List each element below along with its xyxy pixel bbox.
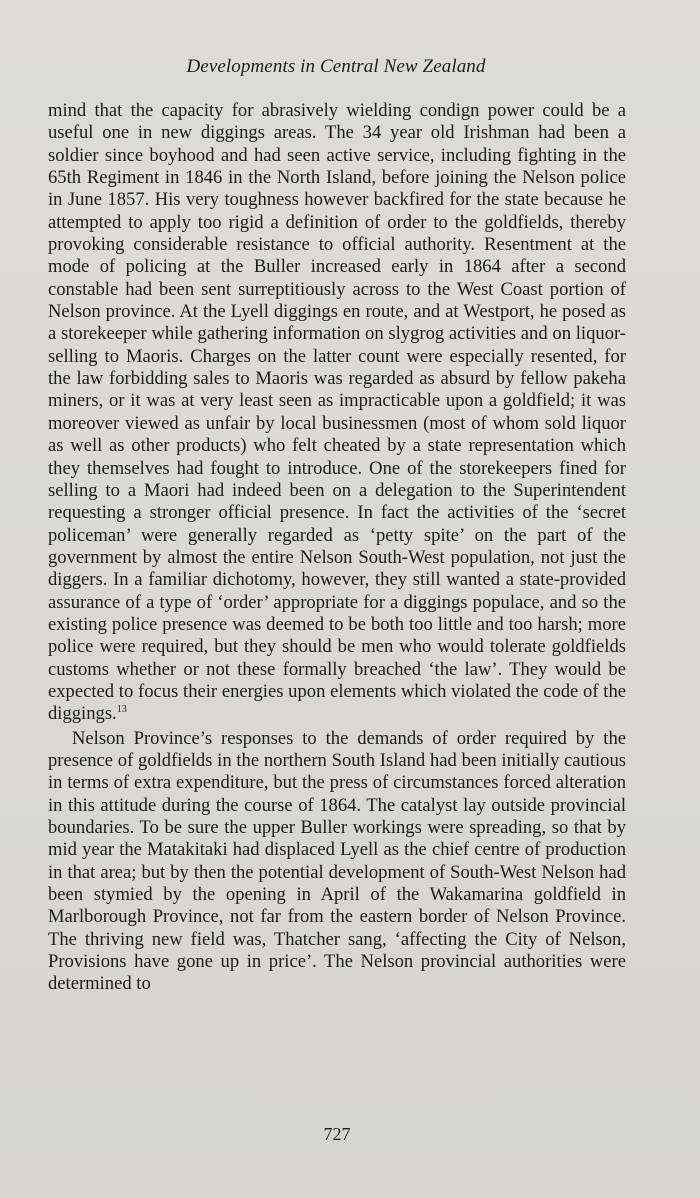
paragraph-1	[48, 100, 626, 726]
footnote-marker: 13	[116, 704, 127, 716]
paragraph-2	[48, 728, 626, 996]
running-head: Developments in Central New Zealand	[186, 56, 486, 77]
body-text	[48, 100, 626, 996]
paragraph-1-text: mind that the capacity for abrasively wielding condign power could be a useful one in new diggings areas. The 34 year old Irishman had been a soldier since boyhood and had seen active service, including fighting in the 65th Regiment in 1846 in the North Island, before joining the Nelson police in June 1857. His very toughness however backfired for the state because he attempted to apply too rigid a definition of order to the goldfields, thereby provoking considerable resistance to official authority. Resentment at the mode of policing at the Buller increased early in 1864 after a second constable had been sent surreptitiously across to the West Coast portion of Nelson province. At the Lyell diggings en route, and at Westport, he posed as a storekeeper while gathering information on slygrog activities and on liquor-selling to Maoris. Charges on the latter count were especially resented, for the law forbidding sales to Maoris was regarded as absurd by fellow pakeha miners, or it was at very least seen as impracticable upon a goldfield; it was moreover viewed as unfair by local businessmen (most of whom sold liquor as well as other products) who felt cheated by a state representation which they themselves had fought to introduce. One of the storekeepers fined for selling to a Maori had indeed been on a delegation to the Superintendent requesting a stronger official presence. In fact the activities of the ‘secret policeman’ were generally regarded as ‘petty spite’ on the part of the government by almost the entire Nelson South-West population, not just the diggers. In a familiar dichotomy, however, they still wanted a state-provided assurance of a type of ‘order’ appropriate for a diggings populace, and so the existing police presence was deemed to be both too little and too harsh; more police were required, but they should be men who would tolerate goldfields customs whether or not these formally breached ‘the law’. They would be expected to focus their energies upon elements which violated the code of the diggings.	[48, 100, 626, 725]
page-number: 727	[323, 1124, 351, 1144]
paragraph-2-text: Nelson Province’s responses to the demands of order required by the presence of goldfields in the northern South Island had been initially cautious in terms of extra expenditure, but the press of circumstances forced alteration in this attitude during the course of 1864. The catalyst lay outside provincial boundaries. To be sure the upper Buller workings were spreading, so that by mid year the Matakitaki had displaced Lyell as the chief centre of production in that area; but by then the potential development of South-West Nelson had been stymied by the opening in April of the Wakamarina goldfield in Marlborough Province, not far from the eastern border of Nelson Province. The thriving new field was, Thatcher sang, ‘affecting the City of Nelson, Provisions have gone up in price’. The Nelson provincial authorities were determined to	[48, 727, 626, 995]
